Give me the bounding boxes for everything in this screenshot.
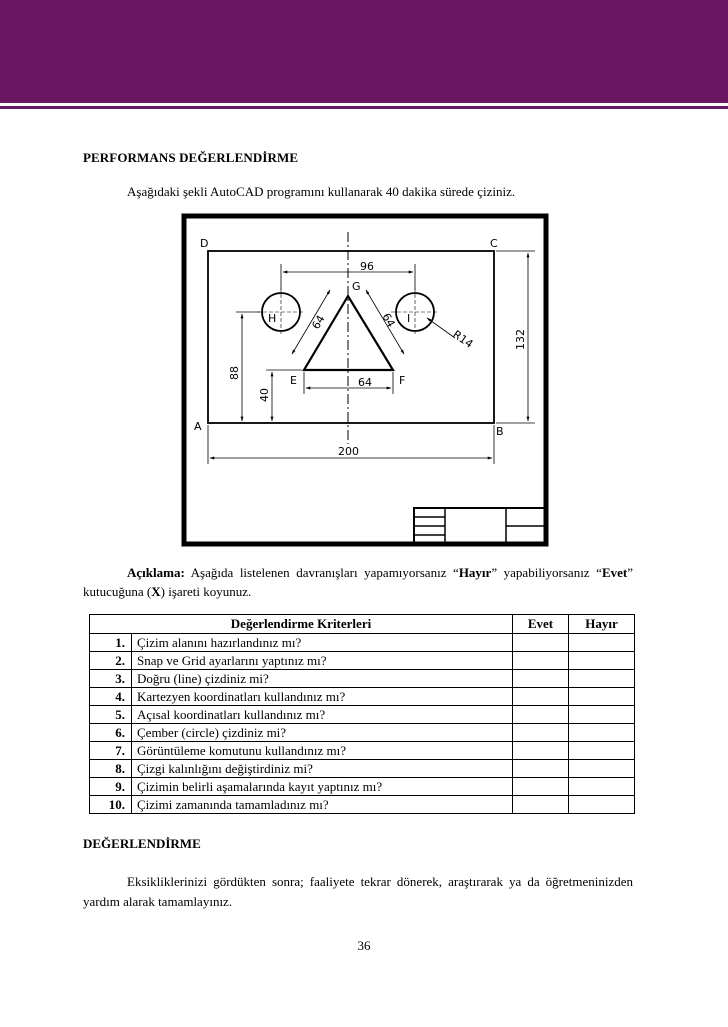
header-rule (0, 106, 728, 109)
point-c-label: C (490, 237, 498, 250)
yes-checkbox-cell[interactable] (513, 760, 569, 778)
row-criterion: Açısal koordinatları kullandınız mı? (132, 706, 513, 724)
explanation-text-2: ” yapabiliyorsanız “ (491, 565, 602, 580)
row-criterion: Çember (circle) çizdiniz mi? (132, 724, 513, 742)
table-row (90, 706, 635, 724)
instruction-text: Aşağıdaki şekli AutoCAD programını kullanarak 40 dakika sürede çiziniz. (127, 184, 516, 199)
no-checkbox-cell[interactable] (569, 742, 635, 760)
dim-64-bottom-label: 64 (358, 376, 372, 389)
dim-64-right-label: 64 (379, 311, 398, 330)
dim-r14-label: R14 (450, 327, 476, 351)
table-row (90, 670, 635, 688)
explanation-evet: Evet (601, 565, 628, 580)
explanation-label: Açıklama: (127, 565, 185, 580)
yes-checkbox-cell[interactable] (513, 778, 569, 796)
dim-96-label: 96 (360, 260, 374, 273)
header-criteria: Değerlendirme Kriterleri (90, 615, 513, 634)
yes-checkbox-cell[interactable] (513, 634, 569, 652)
row-number: 6. (90, 724, 132, 742)
no-checkbox-cell[interactable] (569, 796, 635, 814)
row-criterion: Görüntüleme komutunu kullandınız mı? (132, 742, 513, 760)
dim-132-label: 132 (514, 329, 527, 350)
page-number: 36 (357, 938, 371, 953)
row-criterion: Doğru (line) çizdiniz mi? (132, 670, 513, 688)
table-row (90, 688, 635, 706)
point-f-label: F (399, 374, 406, 387)
row-number: 9. (90, 778, 132, 796)
explanation-paragraph (83, 563, 633, 601)
table-header-row (90, 615, 635, 634)
table-row (90, 724, 635, 742)
evaluation-text: Eksikliklerinizi gördükten sonra; faaliyete tekrar dönerek, araştırarak ya da öğretmeninizden yardım alarak tamamlayınız. (83, 874, 633, 909)
yes-checkbox-cell[interactable] (513, 688, 569, 706)
row-number: 5. (90, 706, 132, 724)
point-d-label: D (200, 237, 209, 250)
criteria-table (89, 614, 635, 814)
row-number: 4. (90, 688, 132, 706)
explanation-text-1: Aşağıda listelenen davranışları yapamıyorsanız “ (184, 565, 459, 580)
row-criterion: Çizgi kalınlığını değiştirdiniz mi? (132, 760, 513, 778)
row-number: 10. (90, 796, 132, 814)
no-checkbox-cell[interactable] (569, 652, 635, 670)
row-criterion: Kartezyen koordinatları kullandınız mı? (132, 688, 513, 706)
yes-checkbox-cell[interactable] (513, 724, 569, 742)
table-row (90, 634, 635, 652)
table-row (90, 760, 635, 778)
explanation-hayir: Hayır (458, 565, 492, 580)
header-band (0, 0, 728, 103)
point-i-label: I (407, 312, 411, 325)
yes-checkbox-cell[interactable] (513, 670, 569, 688)
point-a-label: A (194, 420, 202, 433)
yes-checkbox-cell[interactable] (513, 652, 569, 670)
row-number: 2. (90, 652, 132, 670)
explanation-text-4: ) işareti koyunuz. (160, 584, 252, 599)
no-checkbox-cell[interactable] (569, 778, 635, 796)
explanation-x: X (151, 584, 161, 599)
table-row (90, 742, 635, 760)
header-no: Hayır (569, 615, 635, 634)
dim-88-label: 88 (228, 366, 241, 380)
header-yes: Evet (513, 615, 569, 634)
row-number: 3. (90, 670, 132, 688)
row-criterion: Çizim alanını hazırlandınız mı? (132, 634, 513, 652)
explanation-text-3: ” kutucuğuna ( (83, 565, 633, 599)
table-row (90, 796, 635, 814)
no-checkbox-cell[interactable] (569, 724, 635, 742)
row-criterion: Çizimi zamanında tamamladınız mı? (132, 796, 513, 814)
evaluation-title: DEĞERLENDİRME (83, 836, 201, 851)
section-title: PERFORMANS DEĞERLENDİRME (83, 150, 299, 165)
point-h-label: H (268, 312, 277, 325)
dim-200-label: 200 (338, 445, 359, 458)
no-checkbox-cell[interactable] (569, 688, 635, 706)
yes-checkbox-cell[interactable] (513, 706, 569, 724)
table-row (90, 778, 635, 796)
technical-drawing (180, 212, 550, 548)
circle-h (257, 288, 305, 336)
row-criterion: Çizimin belirli aşamalarında kayıt yaptınız mı? (132, 778, 513, 796)
row-criterion: Snap ve Grid ayarlarını yaptınız mı? (132, 652, 513, 670)
row-number: 7. (90, 742, 132, 760)
no-checkbox-cell[interactable] (569, 760, 635, 778)
circle-i (391, 288, 439, 336)
table-row (90, 652, 635, 670)
row-number: 8. (90, 760, 132, 778)
yes-checkbox-cell[interactable] (513, 742, 569, 760)
no-checkbox-cell[interactable] (569, 706, 635, 724)
no-checkbox-cell[interactable] (569, 670, 635, 688)
title-block (414, 508, 546, 544)
dim-r14 (427, 318, 455, 338)
row-number: 1. (90, 634, 132, 652)
yes-checkbox-cell[interactable] (513, 796, 569, 814)
dim-64-left-label: 64 (309, 312, 328, 332)
no-checkbox-cell[interactable] (569, 634, 635, 652)
point-e-label: E (290, 374, 297, 387)
dim-40-label: 40 (258, 388, 271, 402)
point-b-label: B (496, 425, 504, 438)
point-g-label: G (352, 280, 361, 293)
